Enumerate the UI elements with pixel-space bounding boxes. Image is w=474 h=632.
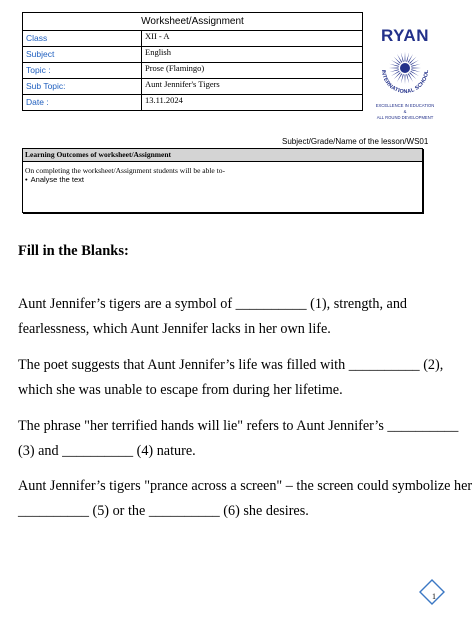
question-4: Aunt Jennifer’s tigers "prance across a screen" – the screen could symbolize her __________ (5) or the __________ (6) she desires. (18, 478, 473, 519)
logo-arc-text: INTERNATIONAL SCHOOL (379, 69, 431, 96)
info-row-subject (23, 47, 363, 63)
info-row-class (23, 31, 363, 47)
info-value: XII - A (142, 31, 363, 47)
outcomes-heading: Learning Outcomes of worksheet/Assignment (23, 149, 422, 162)
info-row-subtopic (23, 79, 363, 95)
logo-tagline-3: ALL ROUND DEVELOPMENT (376, 115, 434, 120)
info-value: Prose (Flamingo) (142, 63, 363, 79)
outcome-item: • Analyse the text (31, 175, 422, 185)
info-label: Topic : (23, 63, 142, 79)
section-title: Fill in the Blanks: (18, 243, 129, 259)
info-label: Sub Topic: (23, 79, 142, 95)
info-value: 13.11.2024 (142, 95, 363, 111)
info-label: Subject (23, 47, 142, 63)
info-value: English (142, 47, 363, 63)
info-row-topic (23, 63, 363, 79)
page-number: 1 (432, 592, 436, 601)
logo-name: RYAN (381, 26, 429, 45)
logo-tagline-1: EXCELLENCE IN EDUCATION (375, 103, 435, 108)
lesson-reference: Subject/Grade/Name of the lesson/WS01 (282, 137, 429, 146)
info-value: Aunt Jennifer's Tigers (142, 79, 363, 95)
worksheet-title: Worksheet/Assignment (23, 13, 363, 31)
logo-tagline-2: & (403, 109, 407, 114)
worksheet-info-table (22, 12, 363, 111)
learning-outcomes-box (22, 148, 423, 213)
school-logo (372, 26, 438, 120)
question-2: The poet suggests that Aunt Jennifer’s life was filled with __________ (2), which she was unable to escape from during her lifetime. (18, 357, 444, 398)
outcomes-list (23, 175, 422, 185)
info-label: Class (23, 31, 142, 47)
question-3: The phrase "her terrified hands will lie" refers to Aunt Jennifer’s __________ (3) and __________ (4) nature. (18, 418, 459, 459)
logo-emblem-icon (374, 46, 436, 102)
question-1: Aunt Jennifer’s tigers are a symbol of __________ (1), strength, and fearlessness, which Aunt Jennifer lacks in her own life. (18, 296, 408, 337)
info-label: Date : (23, 95, 142, 111)
info-row-date (23, 95, 363, 111)
outcomes-intro: On completing the worksheet/Assignment students will be able to- (25, 166, 225, 175)
